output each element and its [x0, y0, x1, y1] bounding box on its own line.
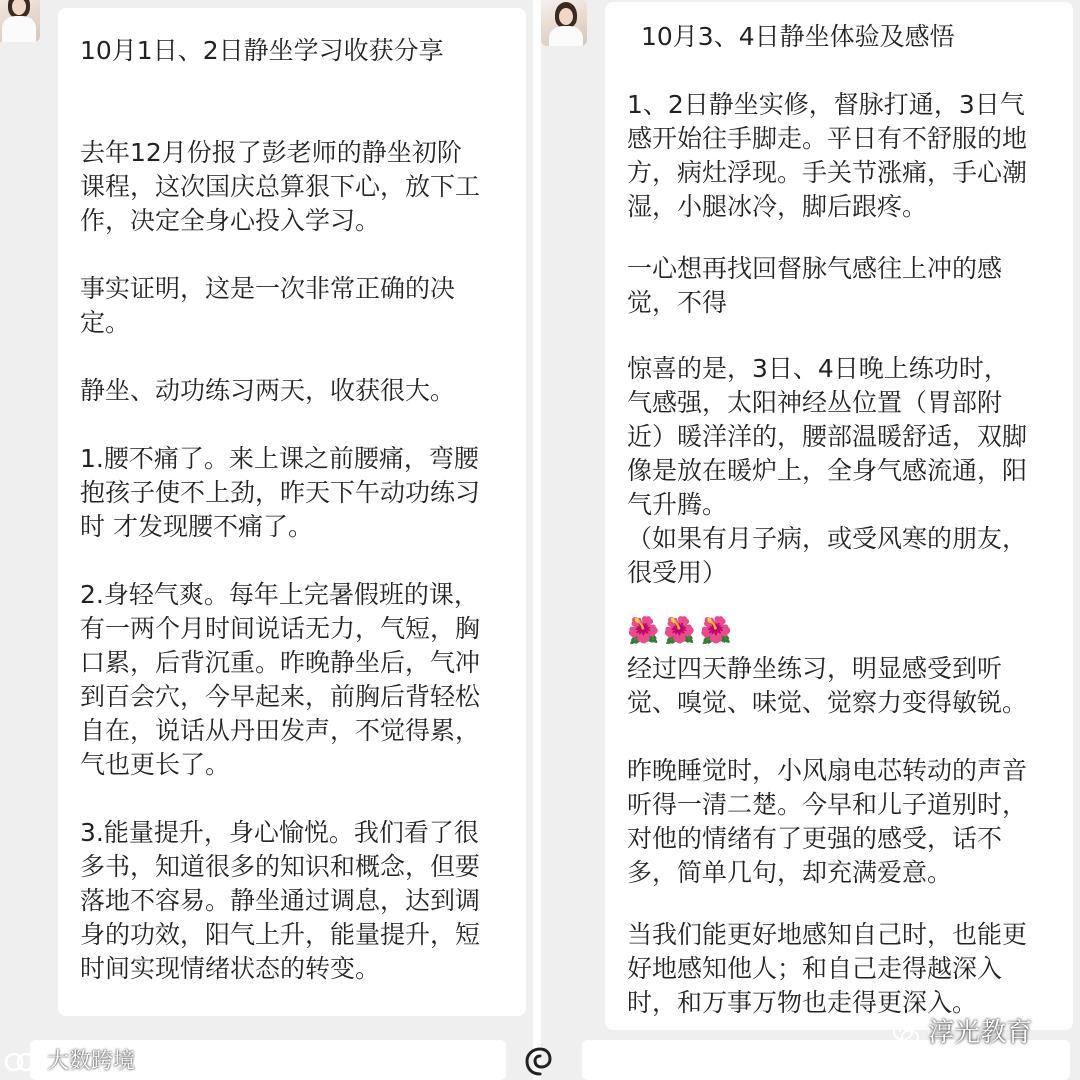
avatar-body: [2, 16, 36, 42]
watermark-left: [4, 1044, 135, 1075]
hibiscus-emoji-row: [627, 614, 736, 648]
dashu-logo-icon: [4, 1050, 40, 1074]
message-bubble[interactable]: [605, 2, 1073, 1030]
message-paragraph: 3.能量提升，身心愉悦。我们看了很 多书，知道很多的知识和概念，但要 落地不容易。静坐通过调息，达到调 身的功效，阳气上升，能量提升，短 时间实现情绪状态的转变。: [80, 818, 481, 983]
message-title: 10月3、4日静坐体验及感悟: [641, 22, 955, 51]
avatar-face: [559, 8, 573, 25]
message-paragraph: 惊喜的是，3日、4日晚上练功时， 气感强，太阳神经丛位置（胃部附 近）暖洋洋的，腰部温暖舒适，双脚 像是放在暖炉上，全身气感流通，阳 气升腾。 （如果有月子病，或受风寒的朋友， 很受用）: [627, 354, 1028, 587]
wechat-icon: [892, 1020, 920, 1048]
message-paragraph: 昨晚睡觉时，小风扇电芯转动的声音 听得一清二楚。今早和儿子道别时， 对他的情绪有了更强的感受，话不 多，简单几句，却充满爱意。: [627, 756, 1028, 887]
sender-avatar[interactable]: [541, 0, 587, 46]
watermark-text: 大数跨境: [47, 1049, 136, 1074]
panel-divider: [533, 0, 541, 1080]
swirl-logo-icon: [523, 1044, 557, 1078]
hibiscus-icon: 🌺🌺🌺: [627, 616, 737, 646]
message-paragraph: 当我们能更好地感知自己时，也能更 好地感知他人；和自己走得越深入 时，和万事万物也走得更深入。: [627, 920, 1028, 1017]
message-paragraph: 一心想再找回督脉气感往上冲的感 觉，不得: [627, 254, 1003, 317]
message-paragraph: 2.身轻气爽。每年上完暑假班的课， 有一两个月时间说话无力，气短，胸 口累，后背沉重。昨晚静坐后，气冲 到百会穴，今早起来，前胸后背轻松 自在，说话从丹田发声，不觉得累， 气也更长了。: [80, 580, 481, 779]
watermark-right: [892, 1012, 1032, 1049]
chat-panel-left: [0, 0, 533, 1080]
message-paragraph: 1、2日静坐实修，督脉打通，3日气 感开始往手脚走。平日有不舒服的地 方，病灶浮现。手关节涨痛，手心潮 湿，小腿冰冷，脚后跟疼。: [627, 90, 1028, 221]
message-title: 10月1日、2日静坐学习收获分享: [80, 36, 444, 65]
message-bubble[interactable]: [58, 8, 526, 1016]
watermark-text: 淳光教育: [928, 1018, 1033, 1048]
message-paragraph: 事实证明，这是一次非常正确的决 定。: [80, 274, 456, 337]
message-paragraph: 经过四天静坐练习，明显感受到听 觉、嗅觉、味觉、觉察力变得敏锐。: [627, 654, 1028, 717]
avatar-body: [549, 26, 583, 46]
sender-avatar[interactable]: [0, 0, 40, 42]
message-paragraph: 去年12月份报了彭老师的静坐初阶 课程，这次国庆总算狠下心，放下工 作，决定全身心投入学习。: [80, 138, 481, 235]
message-paragraph: 静坐、动功练习两天，收获很大。: [80, 376, 456, 405]
message-paragraph: 1.腰不痛了。来上课之前腰痛，弯腰 抱孩子使不上劲，昨天下午动功练习 时 才发现腰不痛了。: [80, 444, 481, 541]
